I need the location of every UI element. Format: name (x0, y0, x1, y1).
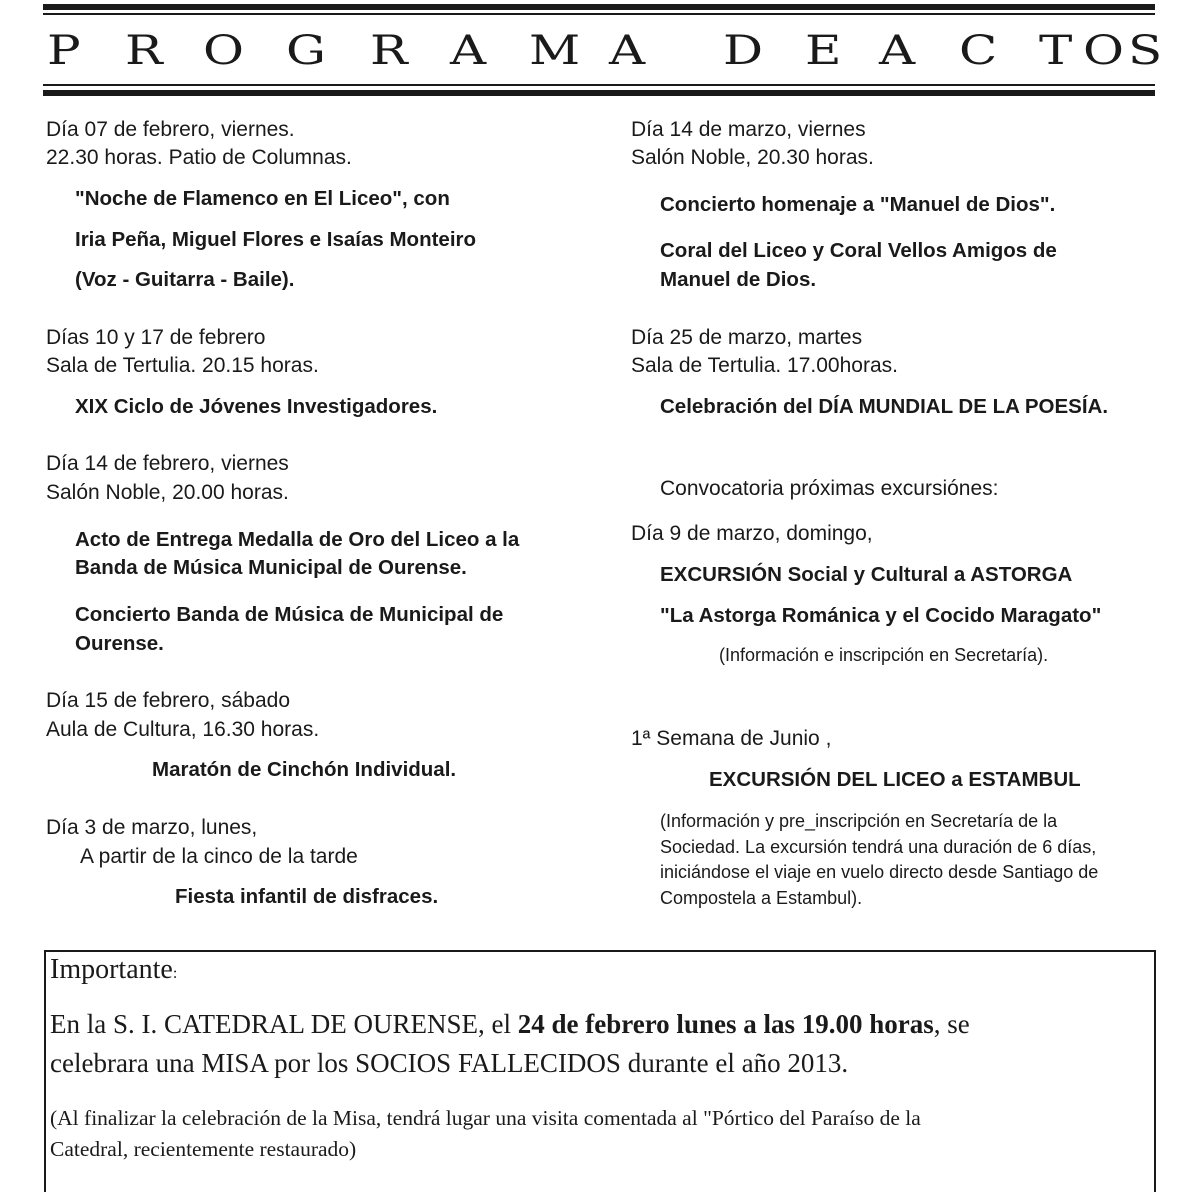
event-title: Banda de Música Municipal de Ourense. (75, 556, 467, 579)
event-place: 22.30 horas. Patio de Columnas. (46, 146, 352, 169)
event-date: Días 10 y 17 de febrero (46, 326, 266, 349)
event-note: Sociedad. La excursión tendrá una duración de 6 días, (660, 837, 1097, 857)
page-title (43, 26, 1163, 76)
event-title: Maratón de Cinchón Individual. (152, 758, 457, 781)
important-heading-text: Importante (50, 954, 173, 985)
important-heading-colon: : (172, 965, 178, 982)
event-place: A partir de la cinco de la tarde (80, 845, 358, 868)
event-date: Día 15 de febrero, sábado (46, 689, 291, 712)
title-letter: O (203, 28, 244, 74)
event-detail: (Voz - Guitarra - Baile). (75, 268, 295, 291)
title-letter: A (609, 28, 646, 74)
convocatoria-heading: Convocatoria próximas excursiónes: (660, 477, 999, 500)
event-note: (Información y pre_inscripción en Secretaría de la (660, 811, 1058, 831)
event-date: Día 14 de marzo, viernes (631, 118, 866, 141)
title-letter: G (286, 28, 326, 74)
notice-line-1 (50, 1006, 970, 1042)
event-place: Salón Noble, 20.30 horas. (631, 146, 874, 169)
event-date: Día 07 de febrero, viernes. (46, 118, 295, 141)
title-letter: M (529, 28, 581, 74)
top-rule-thick (43, 4, 1155, 10)
event-subtitle: "La Astorga Románica y el Cocido Maragato" (660, 604, 1102, 627)
event-title: Concierto Banda de Música de Municipal de (75, 603, 504, 626)
title-letter: R (370, 28, 408, 74)
title-letter: R (125, 28, 163, 74)
title-letter: O (1083, 28, 1124, 74)
event-place: Aula de Cultura, 16.30 horas. (46, 718, 320, 741)
title-letter: C (959, 28, 998, 74)
event-date: Día 14 de febrero, viernes (46, 452, 289, 475)
title-letter: A (450, 28, 487, 74)
title-letter: D (723, 28, 764, 74)
notice-line-2: celebrara una MISA por los SOCIOS FALLECIDOS durante el año 2013. (50, 1048, 849, 1078)
event-place: Sala de Tertulia. 17.00horas. (631, 354, 898, 377)
event-title: "Noche de Flamenco en El Liceo", con (75, 187, 450, 210)
title-letter: P (47, 28, 81, 74)
title-letter: S (1128, 28, 1163, 74)
event-performers: Manuel de Dios. (660, 268, 817, 291)
event-title: Concierto homenaje a "Manuel de Dios". (660, 193, 1056, 216)
notice-text: En la S. I. CATEDRAL DE OURENSE, el (50, 1009, 518, 1039)
mid-rule-thick (43, 90, 1155, 96)
important-notice-box (44, 950, 1156, 1192)
event-title: Celebración del DÍA MUNDIAL DE LA POESÍA. (660, 395, 1109, 418)
event-place: Sala de Tertulia. 20.15 horas. (46, 354, 319, 377)
title-letter: E (805, 28, 842, 74)
top-rule-thin (43, 13, 1155, 15)
event-note: iniciándose el viaje en vuelo directo desde Santiago de (660, 862, 1099, 882)
notice-note-line-2: Catedral, recientemente restaurado) (50, 1137, 357, 1161)
event-performers: Iria Peña, Miguel Flores e Isaías Monteiro (75, 228, 477, 251)
notice-datetime: 24 de febrero lunes a las 19.00 horas (517, 1009, 934, 1039)
event-note: (Información e inscripción en Secretaría). (719, 645, 1049, 665)
notice-note-line-1: (Al finalizar la celebración de la Misa, tendrá lugar una visita comentada al "Pórtico del Paraíso de la (50, 1106, 921, 1130)
event-date: 1ª Semana de Junio , (631, 727, 832, 750)
mid-rule-thin (43, 84, 1155, 86)
event-date: Día 3 de marzo, lunes, (46, 816, 258, 839)
event-title: Ourense. (75, 632, 164, 655)
event-date: Día 25 de marzo, martes (631, 326, 863, 349)
title-letter: T (1039, 28, 1073, 74)
title-letter: A (879, 28, 916, 74)
notice-text: , se (933, 1009, 970, 1039)
event-place: Salón Noble, 20.00 horas. (46, 481, 289, 504)
event-performers: Coral del Liceo y Coral Vellos Amigos de (660, 239, 1057, 262)
event-title: Acto de Entrega Medalla de Oro del Liceo a la (75, 528, 520, 551)
event-title: XIX Ciclo de Jóvenes Investigadores. (75, 395, 438, 418)
event-title: EXCURSIÓN Social y Cultural a ASTORGA (660, 563, 1073, 586)
event-title: EXCURSIÓN DEL LICEO a ESTAMBUL (709, 768, 1081, 791)
important-heading (50, 952, 177, 992)
event-date: Día 9 de marzo, domingo, (631, 522, 873, 545)
event-note: Compostela a Estambul). (660, 888, 863, 908)
event-title: Fiesta infantil de disfraces. (175, 885, 439, 908)
